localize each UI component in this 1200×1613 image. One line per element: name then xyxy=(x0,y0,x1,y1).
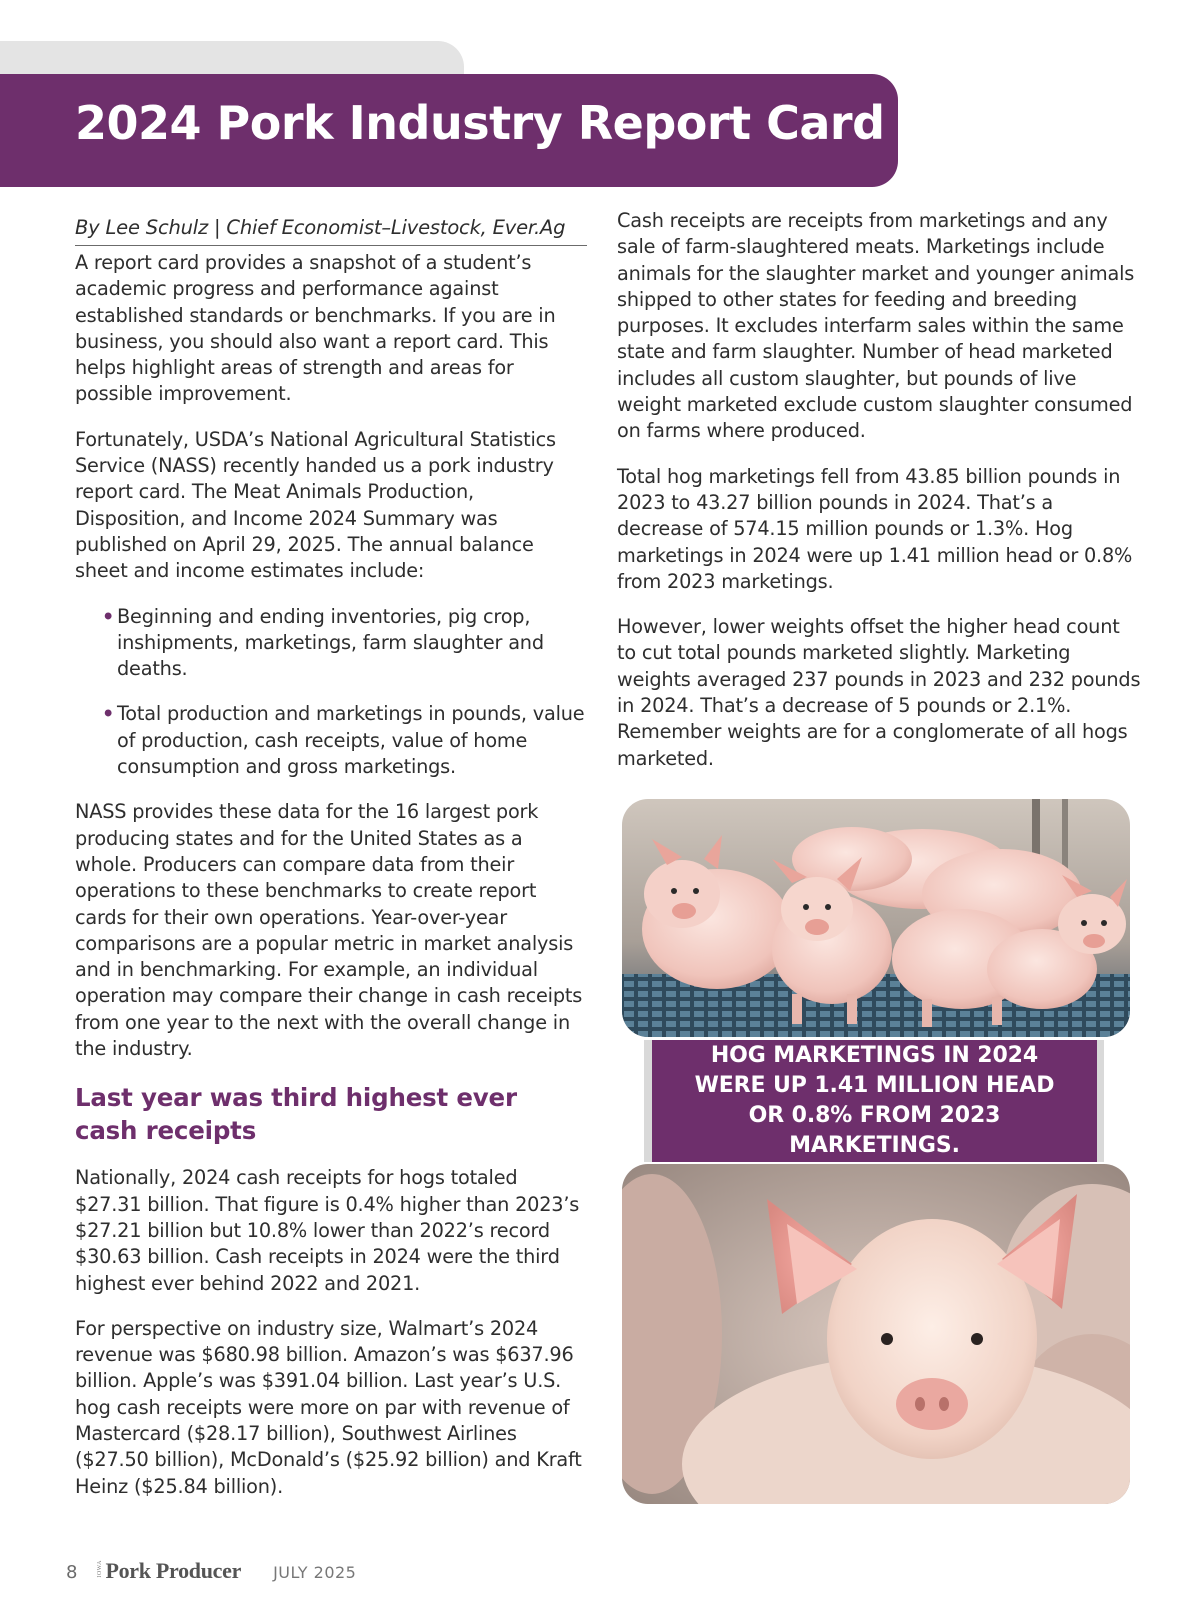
page-footer xyxy=(66,1558,356,1588)
publication-name: Pork Producer xyxy=(105,1558,242,1583)
list-item xyxy=(102,701,587,780)
perspective-paragraph: For perspective on industry size, Walmart’s 2024 revenue was $680.98 billion. Amazon’s was $637.96 billion. Apple’s was $391.04 billion. Last year’s U.S. hog cash receipts were more on par with revenue of Mastercard ($28.17 billion), Southwest Airlines ($27.50 billion), McDonald’s ($25.92 billion) and Kraft Heinz ($25.84 billion). xyxy=(75,1316,582,1498)
byline: By Lee Schulz | Chief Economist–Livestock, Ever.Ag xyxy=(75,215,587,246)
piglets-photo xyxy=(622,799,1130,1037)
pull-quote-callout xyxy=(652,1040,1097,1162)
benchmark-paragraph: NASS provides these data for the 16 largest pork producing states and for the United States as a whole. Producers can compare data from their operations to these benchmarks to create report cards for their own operations. Year-over-year comparisons are a popular metric in market analysis and in benchmarking. For example, an individual operation may compare their change in cash receipts from one year to the next with the overall change in the industry. xyxy=(75,800,583,1061)
marketings-paragraph: Total hog marketings fell from 43.85 billion pounds in 2023 to 43.27 billion pounds in 2024. That’s a decrease of 574.15 million pounds or 1.3%. Hog marketings in 2024 were up 1.41 million head or 0.8% from 2023 marketings. xyxy=(617,464,1133,593)
list-item xyxy=(102,604,587,683)
page-number: 8 xyxy=(66,1562,78,1583)
bullet-icon: • xyxy=(102,604,115,628)
pig-portrait-photo xyxy=(622,1164,1130,1504)
weights-paragraph: However, lower weights offset the higher head count to cut total pounds marketed slightly. Marketing weights averaged 237 pounds in 2023 and 232 pounds in 2024. That’s a decrease of 5 pounds or 2.1%. Remember weights are for a conglomerate of all hogs marketed. xyxy=(617,615,1141,770)
pull-quote-text: HOG MARKETINGS IN 2024 WERE UP 1.41 MILLION HEAD OR 0.8% FROM 2023 MARKETINGS. xyxy=(694,1043,1055,1158)
intro-paragraph-2: Fortunately, USDA’s National Agricultural Statistics Service (NASS) recently handed us a pork industry report card. The Meat Animals Production, Disposition, and Income 2024 Summary was published on April 29, 2025. The annual balance sheet and income estimates include: xyxy=(75,427,556,583)
bullet-icon: • xyxy=(102,702,115,726)
piglets-illustration xyxy=(622,799,1130,1037)
page-title: 2024 Pork Industry Report Card xyxy=(75,96,885,150)
right-column xyxy=(617,208,1142,791)
issue-date: JULY 2025 xyxy=(273,1563,357,1582)
publication-logo xyxy=(97,1558,241,1584)
title-banner xyxy=(0,74,898,187)
list-item-text: Total production and marketings in pounds, value of production, cash receipts, value of home consumption and gross marketings. xyxy=(117,702,585,779)
estimates-list xyxy=(75,604,587,781)
cash-receipts-paragraph: Nationally, 2024 cash receipts for hogs totaled $27.31 billion. That figure is 0.4% higher than 2023’s $27.21 billion but 10.8% lower than 2022’s record $30.63 billion. Cash receipts in 2024 were the third highest ever behind 2022 and 2021. xyxy=(75,1166,580,1295)
left-column xyxy=(75,215,587,1519)
list-item-text: Beginning and ending inventories, pig crop, inshipments, marketings, farm slaughter and deaths. xyxy=(117,604,544,681)
intro-paragraph-1: A report card provides a snapshot of a student’s academic progress and performance against established standards or benchmarks. If you are in business, you should also want a report card. This helps highlight areas of strength and areas for possible improvement. xyxy=(75,251,556,406)
publication-state: IOWA xyxy=(97,1560,104,1578)
definition-paragraph: Cash receipts are receipts from marketings and any sale of farm-slaughtered meats. Marketings include animals for the slaughter market and younger animals shipped to other states for feeding and breeding purposes. It excludes interfarm sales within the same state and farm slaughter. Number of head marketed includes all custom slaughter, but pounds of live weight marketed exclude custom slaughter consumed on farms where produced. xyxy=(617,209,1135,443)
pig-portrait-illustration xyxy=(622,1164,1130,1504)
section-subhead: Last year was third highest ever cash receipts xyxy=(75,1083,517,1146)
